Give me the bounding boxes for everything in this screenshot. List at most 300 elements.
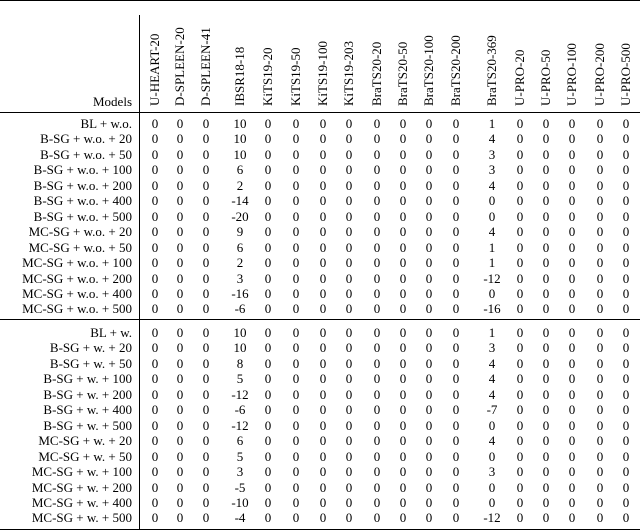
table-cell: 0 [373, 224, 381, 240]
table-cell: 0 [568, 208, 576, 224]
table-cell: 0 [151, 162, 159, 178]
table-cell: 0 [542, 177, 550, 193]
table-cell: 0 [345, 433, 353, 449]
table-cell: 0 [292, 208, 300, 224]
table-cell: 0 [488, 448, 496, 464]
table-cell: 0 [319, 479, 327, 495]
table-cell: 0 [176, 510, 184, 526]
table-cell: 0 [176, 371, 184, 387]
table-cell: 0 [596, 285, 604, 301]
table-cell: 0 [345, 208, 353, 224]
table-cell: 0 [151, 464, 159, 480]
table-cell: 0 [264, 325, 272, 340]
table-cell: 0 [399, 510, 407, 526]
table-cell: 0 [151, 270, 159, 286]
table-cell: 0 [264, 224, 272, 240]
table-cell: 0 [345, 255, 353, 271]
table-cell: 0 [622, 386, 630, 402]
table-cell: 0 [292, 162, 300, 178]
table-cell: 0 [516, 371, 524, 387]
table-cell: 0 [176, 193, 184, 209]
table-cell: 0 [176, 340, 184, 356]
table-cell: 0 [345, 193, 353, 209]
table-cell: 0 [452, 301, 460, 317]
table-cell: 0 [292, 270, 300, 286]
table-cell: 0 [596, 146, 604, 162]
table-cell: 0 [319, 494, 327, 510]
table-cell: 0 [151, 355, 159, 371]
table-cell: 0 [596, 371, 604, 387]
table-cell: 0 [622, 193, 630, 209]
table-cell: 0 [345, 355, 353, 371]
table-cell: 0 [151, 417, 159, 433]
table-cell: 0 [176, 464, 184, 480]
table-cell: -7 [486, 402, 498, 418]
table-cell: 0 [596, 402, 604, 418]
table-cell: 0 [542, 340, 550, 356]
table-cell: 0 [425, 494, 433, 510]
table-cell: 0 [516, 177, 524, 193]
table-cell: 0 [622, 479, 630, 495]
table-cell: 0 [542, 193, 550, 209]
table-cell: 0 [345, 386, 353, 402]
table-cell: 0 [399, 255, 407, 271]
table-cell: 0 [151, 239, 159, 255]
table-cell: 0 [452, 177, 460, 193]
table-cell: 0 [264, 386, 272, 402]
row-label: BL + w. [90, 325, 132, 340]
table-cell: 0 [568, 162, 576, 178]
table-cell: 0 [596, 208, 604, 224]
table-cell: 0 [516, 131, 524, 147]
table-cell: 0 [264, 270, 272, 286]
table-cell: 0 [596, 131, 604, 147]
row-label: B-SG + w. + 200 [43, 386, 132, 402]
table-cell: 0 [516, 224, 524, 240]
table-cell: 0 [568, 270, 576, 286]
row-label: B-SG + w. + 500 [43, 417, 132, 433]
table-cell: 0 [542, 301, 550, 317]
table-cell: 1 [488, 239, 496, 255]
table-cell: 0 [596, 494, 604, 510]
table-cell: 0 [425, 448, 433, 464]
table-cell: 0 [622, 355, 630, 371]
table-cell: 0 [516, 208, 524, 224]
table-cell: 0 [373, 116, 381, 131]
table-cell: 0 [176, 448, 184, 464]
table-cell: 0 [345, 239, 353, 255]
table-cell: 0 [319, 208, 327, 224]
table-cell: 0 [542, 270, 550, 286]
table-cell: 0 [151, 402, 159, 418]
table-cell: 0 [568, 433, 576, 449]
table-cell: 0 [319, 193, 327, 209]
table-cell: 0 [542, 494, 550, 510]
row-label: MC-SG + w. + 500 [31, 510, 132, 526]
table-cell: 0 [151, 177, 159, 193]
row-label: B-SG + w.o. + 200 [33, 177, 132, 193]
table-cell: 0 [425, 162, 433, 178]
table-cell: 0 [516, 417, 524, 433]
table-cell: 8 [236, 355, 244, 371]
table-cell: 0 [202, 510, 210, 526]
table-cell: 0 [425, 386, 433, 402]
group-rule [0, 319, 640, 320]
table-cell: 0 [319, 433, 327, 449]
table-cell: 0 [176, 285, 184, 301]
table-cell: 0 [151, 479, 159, 495]
table-cell: 0 [151, 116, 159, 131]
table-cell: 0 [596, 386, 604, 402]
table-cell: 0 [596, 510, 604, 526]
table-cell: 0 [622, 301, 630, 317]
table-cell: 0 [264, 464, 272, 480]
table-cell: 0 [488, 417, 496, 433]
table-cell: 0 [488, 479, 496, 495]
table-cell: 0 [264, 371, 272, 387]
table-cell: 0 [542, 448, 550, 464]
table-cell: 0 [373, 270, 381, 286]
table-cell: 0 [151, 386, 159, 402]
table-cell: 0 [399, 239, 407, 255]
table-cell: 0 [202, 177, 210, 193]
table-cell: 0 [264, 162, 272, 178]
bottom-rule [0, 529, 640, 530]
table-cell: 0 [264, 340, 272, 356]
table-cell: 6 [236, 162, 244, 178]
table-cell: 10 [233, 116, 247, 131]
table-cell: 0 [425, 116, 433, 131]
table-cell: 0 [622, 131, 630, 147]
table-cell: 0 [596, 239, 604, 255]
table-cell: 0 [516, 162, 524, 178]
table-cell: 0 [292, 177, 300, 193]
table-cell: 0 [596, 255, 604, 271]
table-cell: 0 [373, 433, 381, 449]
table-cell: 0 [542, 116, 550, 131]
table-cell: 0 [373, 355, 381, 371]
table-cell: 0 [542, 162, 550, 178]
table-cell: 0 [319, 510, 327, 526]
table-cell: 0 [622, 494, 630, 510]
table-cell: 0 [622, 224, 630, 240]
table-cell: 0 [292, 116, 300, 131]
table-cell: 0 [319, 371, 327, 387]
table-cell: 0 [568, 255, 576, 271]
table-cell: 0 [452, 208, 460, 224]
table-cell: 3 [488, 340, 496, 356]
table-cell: 0 [452, 510, 460, 526]
table-cell: 0 [568, 386, 576, 402]
table-cell: 0 [542, 255, 550, 271]
table-cell: -12 [483, 510, 501, 526]
row-label: MC-SG + w. + 50 [38, 448, 132, 464]
table-cell: 0 [596, 325, 604, 340]
table-cell: 0 [345, 224, 353, 240]
table-cell: 0 [622, 325, 630, 340]
table-cell: 0 [292, 417, 300, 433]
table-cell: 0 [202, 479, 210, 495]
table-cell: 0 [399, 417, 407, 433]
table-cell: 1 [488, 116, 496, 131]
table-cell: 0 [345, 417, 353, 433]
table-cell: 0 [202, 464, 210, 480]
table-cell: 0 [373, 494, 381, 510]
table-cell: 0 [568, 355, 576, 371]
table-cell: 0 [399, 355, 407, 371]
table-cell: 0 [202, 417, 210, 433]
table-cell: 0 [425, 325, 433, 340]
table-cell: 0 [345, 402, 353, 418]
table-cell: 0 [399, 301, 407, 317]
table-cell: 0 [373, 285, 381, 301]
table-cell: 0 [568, 325, 576, 340]
column-header: U-PRO-500 [618, 43, 633, 106]
table-cell: 0 [319, 255, 327, 271]
table-cell: 0 [292, 224, 300, 240]
table-cell: 0 [345, 116, 353, 131]
table-cell: 0 [345, 177, 353, 193]
table-cell: 10 [233, 131, 247, 147]
table-cell: -10 [231, 494, 249, 510]
table-cell: -20 [231, 208, 249, 224]
table-cell: 0 [373, 510, 381, 526]
models-header: Models [93, 94, 132, 109]
table-cell: -12 [483, 270, 501, 286]
table-cell: 0 [345, 479, 353, 495]
table-cell: 0 [373, 386, 381, 402]
column-header: BraTS20-20 [369, 41, 384, 106]
table-cell: 0 [516, 239, 524, 255]
table-cell: 0 [345, 340, 353, 356]
table-cell: 0 [622, 448, 630, 464]
table-cell: 0 [542, 239, 550, 255]
table-cell: 0 [202, 355, 210, 371]
table-cell: 0 [452, 116, 460, 131]
table-cell: 0 [452, 386, 460, 402]
table-cell: 0 [373, 325, 381, 340]
table-cell: 0 [176, 301, 184, 317]
table-cell: 0 [425, 402, 433, 418]
table-cell: 0 [373, 448, 381, 464]
table-cell: 0 [516, 402, 524, 418]
table-cell: 0 [516, 146, 524, 162]
table-cell: 1 [488, 255, 496, 271]
table-cell: 0 [542, 285, 550, 301]
table-cell: 4 [488, 131, 496, 147]
table-cell: 10 [233, 340, 247, 356]
table-cell: 0 [622, 433, 630, 449]
table-cell: 0 [319, 386, 327, 402]
table-cell: 0 [292, 510, 300, 526]
table-cell: 0 [202, 146, 210, 162]
table-cell: 0 [202, 494, 210, 510]
table-cell: 0 [176, 131, 184, 147]
table-cell: 0 [452, 146, 460, 162]
table-cell: 0 [176, 355, 184, 371]
table-cell: 6 [236, 239, 244, 255]
column-header: U-PRO-20 [512, 49, 527, 106]
table-cell: 0 [425, 285, 433, 301]
table-cell: 0 [373, 464, 381, 480]
row-label: B-SG + w. + 50 [49, 355, 132, 371]
table-cell: 0 [319, 224, 327, 240]
table-cell: 0 [568, 402, 576, 418]
table-cell: 0 [319, 340, 327, 356]
table-cell: 0 [596, 355, 604, 371]
table-cell: 0 [202, 131, 210, 147]
table-cell: 0 [176, 479, 184, 495]
table-cell: -12 [231, 386, 249, 402]
table-cell: 0 [568, 239, 576, 255]
table-cell: 0 [452, 325, 460, 340]
table-cell: 0 [516, 464, 524, 480]
table-cell: 0 [622, 402, 630, 418]
table-cell: 0 [516, 448, 524, 464]
table-cell: 0 [425, 301, 433, 317]
table-cell: 0 [452, 224, 460, 240]
table-cell: 0 [319, 417, 327, 433]
column-header: KiTS19-20 [260, 47, 275, 106]
table-cell: -4 [234, 510, 246, 526]
table-cell: 0 [568, 464, 576, 480]
table-cell: 0 [568, 285, 576, 301]
table-cell: 0 [319, 325, 327, 340]
table-cell: 0 [264, 448, 272, 464]
table-cell: 0 [399, 464, 407, 480]
table-cell: 0 [399, 285, 407, 301]
table-cell: 0 [425, 479, 433, 495]
table-cell: 0 [319, 131, 327, 147]
table-cell: 0 [345, 494, 353, 510]
table-cell: 0 [488, 494, 496, 510]
row-label: MC-SG + w. + 200 [31, 479, 132, 495]
table-cell: 0 [622, 239, 630, 255]
table-cell: 0 [542, 433, 550, 449]
table-cell: 0 [292, 371, 300, 387]
row-label: B-SG + w.o. + 100 [33, 162, 132, 178]
row-label: B-SG + w.o. + 400 [33, 193, 132, 209]
table-cell: 0 [319, 177, 327, 193]
table-cell: 3 [236, 270, 244, 286]
row-label: B-SG + w.o. + 20 [40, 131, 132, 147]
table-cell: 0 [452, 131, 460, 147]
table-cell: 0 [345, 301, 353, 317]
table-cell: 0 [264, 355, 272, 371]
table-cell: 0 [176, 116, 184, 131]
table-cell: 0 [516, 494, 524, 510]
table-cell: 0 [373, 208, 381, 224]
top-rule [0, 0, 640, 1]
table-cell: 0 [319, 355, 327, 371]
table-cell: 0 [319, 285, 327, 301]
table-cell: 0 [596, 162, 604, 178]
table-cell: 0 [516, 325, 524, 340]
table-cell: 0 [568, 301, 576, 317]
table-cell: 0 [596, 193, 604, 209]
table-cell: 0 [264, 193, 272, 209]
row-label: MC-SG + w.o. + 400 [22, 285, 132, 301]
table-cell: 0 [596, 224, 604, 240]
table-cell: 0 [596, 301, 604, 317]
column-header: BraTS20-100 [421, 35, 436, 106]
table-cell: -6 [234, 301, 246, 317]
header-rule [0, 112, 640, 113]
table-cell: 0 [425, 510, 433, 526]
table-cell: 0 [622, 417, 630, 433]
table-cell: 0 [516, 193, 524, 209]
table-cell: 0 [264, 146, 272, 162]
table-cell: 0 [622, 371, 630, 387]
table-cell: 0 [202, 402, 210, 418]
table-cell: 0 [264, 479, 272, 495]
row-label: MC-SG + w. + 100 [31, 464, 132, 480]
table-cell: 0 [202, 239, 210, 255]
table-cell: 0 [516, 386, 524, 402]
table-cell: 0 [264, 510, 272, 526]
table-cell: 0 [292, 464, 300, 480]
table-cell: 0 [452, 479, 460, 495]
table-cell: 0 [399, 116, 407, 131]
column-header: IBSR18-18 [232, 46, 247, 106]
table-cell: 0 [542, 417, 550, 433]
table-cell: 0 [568, 479, 576, 495]
row-label: MC-SG + w.o. + 100 [22, 255, 132, 271]
table-cell: 0 [622, 285, 630, 301]
table-cell: 0 [319, 402, 327, 418]
table-cell: 0 [568, 371, 576, 387]
table-cell: 0 [202, 270, 210, 286]
table-cell: 0 [425, 193, 433, 209]
table-cell: 0 [516, 433, 524, 449]
table-cell: 0 [399, 371, 407, 387]
table-cell: 0 [399, 162, 407, 178]
table-cell: 0 [319, 301, 327, 317]
table-cell: 0 [151, 340, 159, 356]
table-cell: 0 [176, 417, 184, 433]
table-cell: 0 [425, 417, 433, 433]
row-label: MC-SG + w.o. + 500 [22, 301, 132, 317]
table-cell: 0 [202, 371, 210, 387]
table-cell: 0 [542, 464, 550, 480]
table-cell: 0 [202, 433, 210, 449]
table-cell: 0 [425, 464, 433, 480]
table-cell: 0 [399, 386, 407, 402]
row-label: B-SG + w. + 20 [49, 340, 132, 356]
table-cell: 10 [233, 325, 247, 340]
table-cell: 0 [176, 255, 184, 271]
table-cell: 0 [425, 131, 433, 147]
table-cell: 0 [425, 355, 433, 371]
table-cell: 0 [568, 177, 576, 193]
table-cell: 0 [568, 340, 576, 356]
table-cell: 0 [373, 479, 381, 495]
table-cell: 0 [452, 239, 460, 255]
table-cell: 0 [452, 494, 460, 510]
table-cell: 0 [488, 208, 496, 224]
table-cell: 0 [516, 255, 524, 271]
table-cell: 0 [452, 448, 460, 464]
table-cell: 0 [202, 224, 210, 240]
table-cell: 0 [202, 301, 210, 317]
table-cell: 0 [516, 270, 524, 286]
table-cell: 0 [399, 131, 407, 147]
table-cell: 0 [622, 208, 630, 224]
table-cell: 4 [488, 371, 496, 387]
table-cell: -6 [234, 402, 246, 418]
table-cell: 0 [292, 131, 300, 147]
table-cell: 0 [264, 239, 272, 255]
